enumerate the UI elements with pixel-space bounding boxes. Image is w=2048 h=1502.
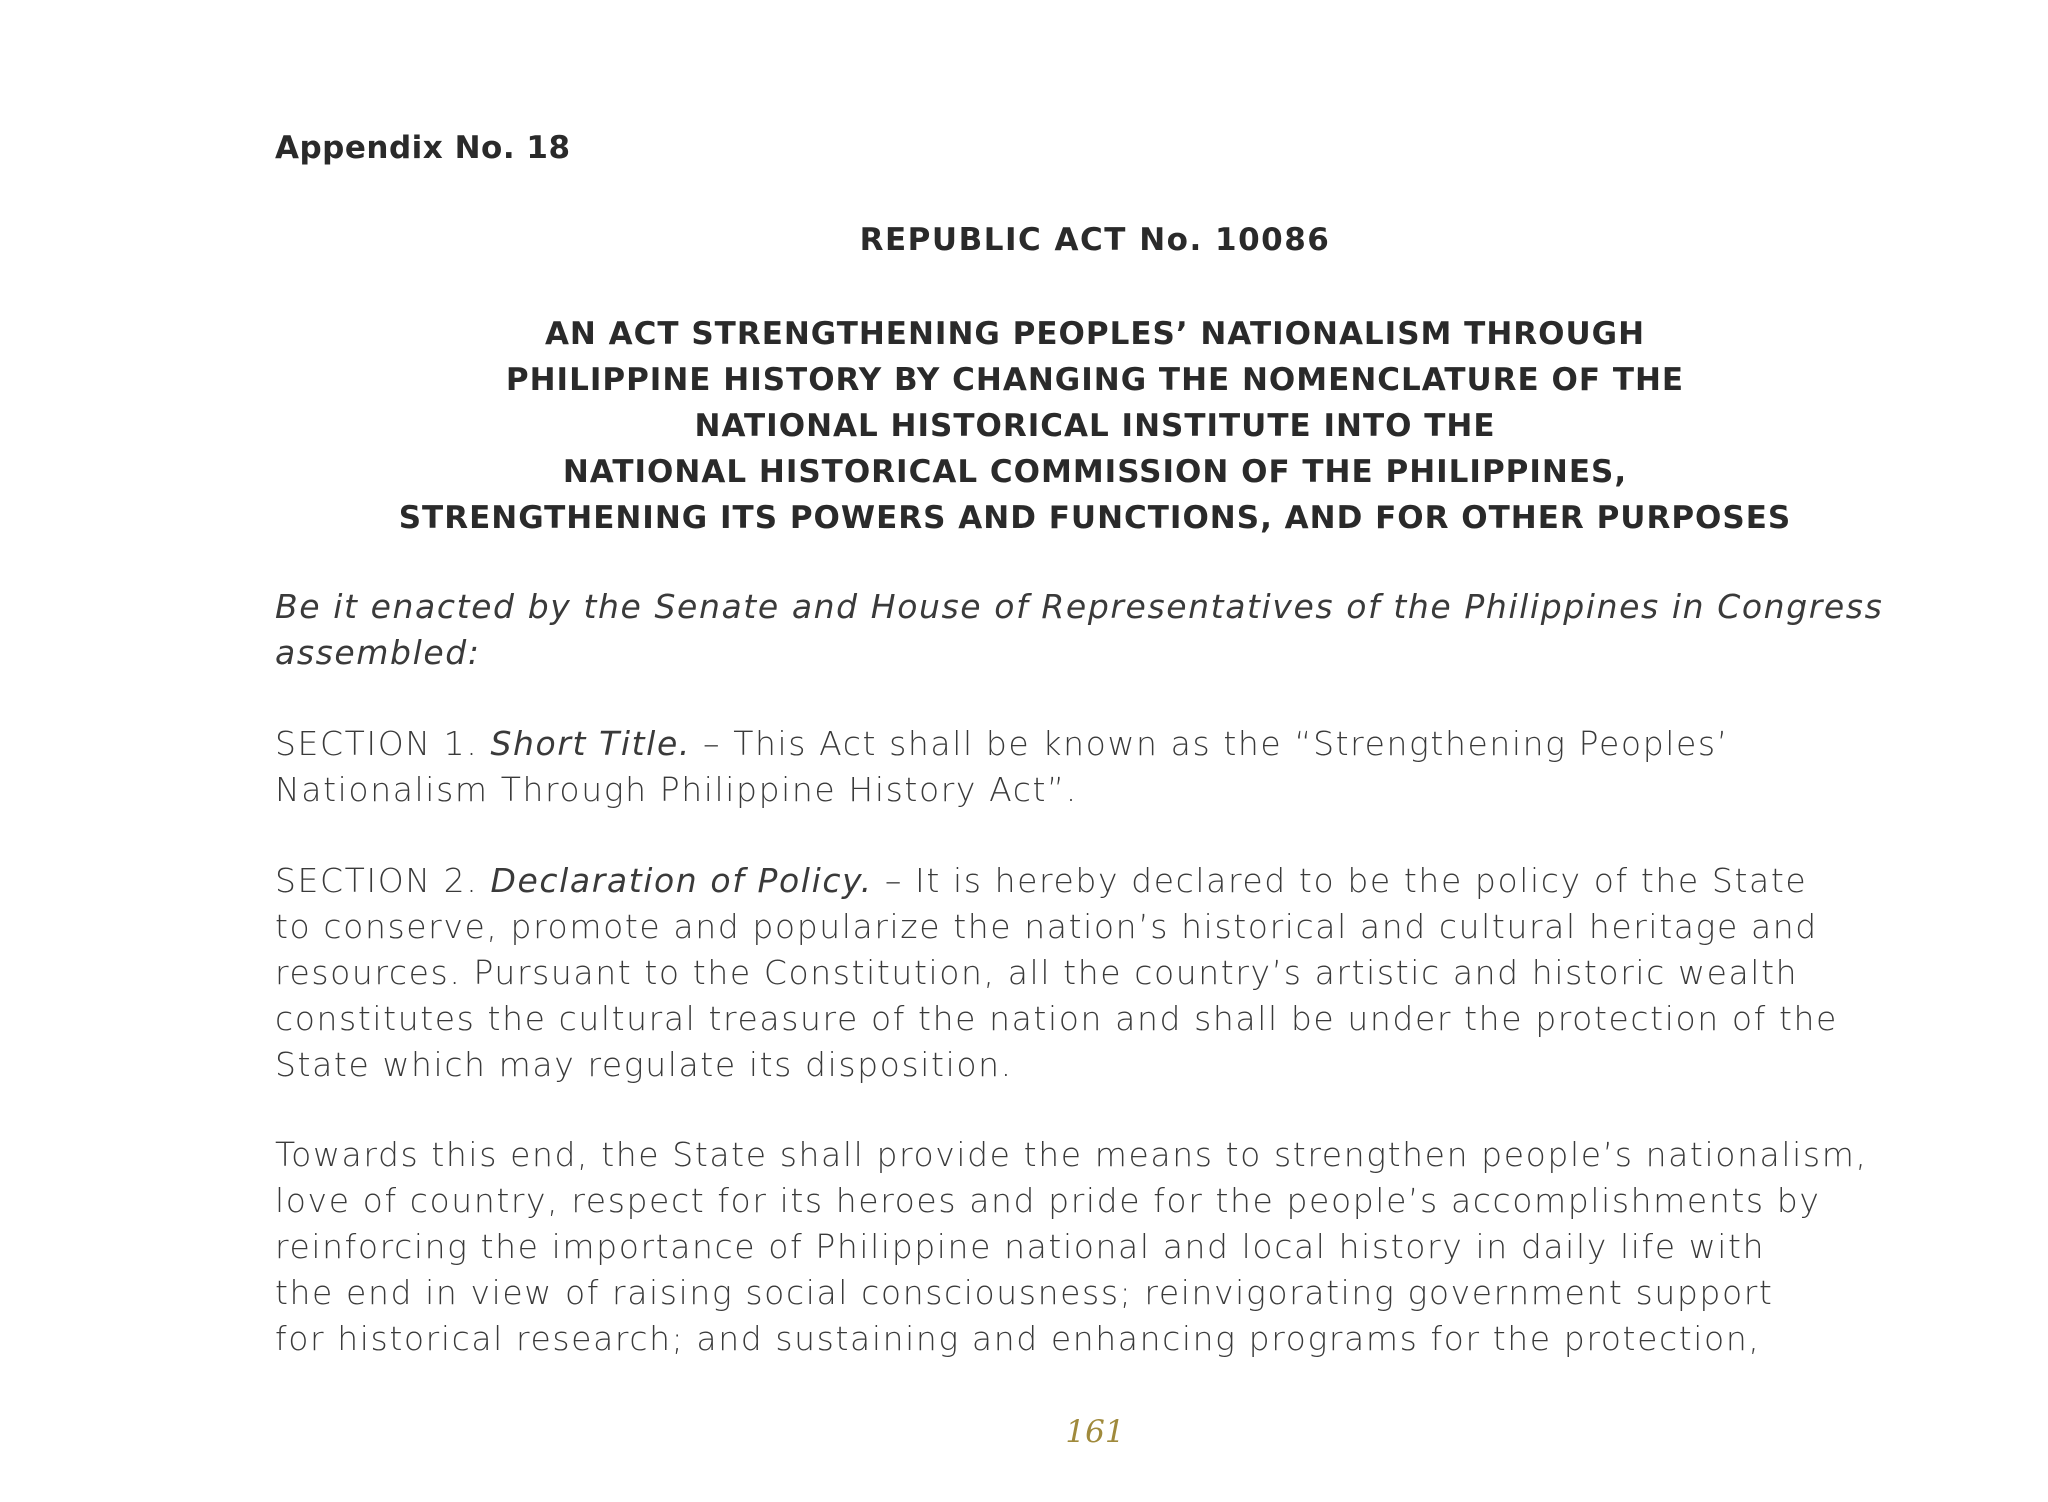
act-title-line: NATIONAL HISTORICAL COMMISSION OF THE PHILIPPINES, (562, 454, 1628, 490)
section-1 (275, 721, 1935, 813)
page-number: 161 (1065, 1414, 1125, 1450)
section-2-label: SECTION 2. (275, 861, 479, 900)
enacting-clause-line: Be it enacted by the Senate and House of Representatives of the Philippines in Congress (275, 587, 1884, 626)
section-2-line: State which may regulate its disposition. (275, 1045, 1013, 1084)
towards-paragraph-line: love of country, respect for its heroes and pride for the people’s accomplishments by (275, 1181, 1821, 1220)
section-2-line: resources. Pursuant to the Constitution, all the country’s artistic and historic wealth (275, 953, 1799, 992)
act-title (300, 311, 1890, 541)
towards-paragraph-line: for historical research; and sustaining and enhancing programs for the protection, (275, 1319, 1761, 1358)
enacting-clause-line: assembled: (275, 633, 481, 672)
section-2-line: to conserve, promote and popularize the nation’s historical and cultural heritage and (275, 907, 1818, 946)
section-1-line (275, 721, 1935, 767)
appendix-label: Appendix No. 18 (275, 130, 571, 166)
section-1-line: Nationalism Through Philippine History Act”. (275, 770, 1078, 809)
section-2-line: constitutes the cultural treasure of the nation and shall be under the protection of the (275, 999, 1838, 1038)
towards-paragraph (275, 1132, 1935, 1362)
act-title-line: AN ACT STRENGTHENING PEOPLES’ NATIONALISM THROUGH (544, 316, 1646, 352)
act-title-line: NATIONAL HISTORICAL INSTITUTE INTO THE (694, 408, 1496, 444)
act-number-heading: REPUBLIC ACT No. 10086 (859, 222, 1331, 258)
section-2-heading: Declaration of Policy. (490, 861, 873, 900)
towards-paragraph-line: the end in view of raising social consciousness; reinvigorating government support (275, 1273, 1774, 1312)
towards-paragraph-line: reinforcing the importance of Philippine national and local history in daily life with (275, 1227, 1766, 1266)
section-1-heading: Short Title. (490, 724, 691, 763)
section-1-text: – This Act shall be known as the “Strengthening Peoples’ (703, 724, 1729, 763)
act-title-line: PHILIPPINE HISTORY BY CHANGING THE NOMENCLATURE OF THE (505, 362, 1685, 398)
towards-paragraph-line: Towards this end, the State shall provide the means to strengthen people’s nationalism, (275, 1135, 1868, 1174)
section-2 (275, 858, 1935, 1088)
section-2-line (275, 858, 1935, 904)
section-1-label: SECTION 1. (275, 724, 479, 763)
act-title-line: STRENGTHENING ITS POWERS AND FUNCTIONS, AND FOR OTHER PURPOSES (398, 500, 1792, 536)
enacting-clause (275, 584, 1935, 676)
section-2-text: – It is hereby declared to be the policy of the State (884, 861, 1808, 900)
